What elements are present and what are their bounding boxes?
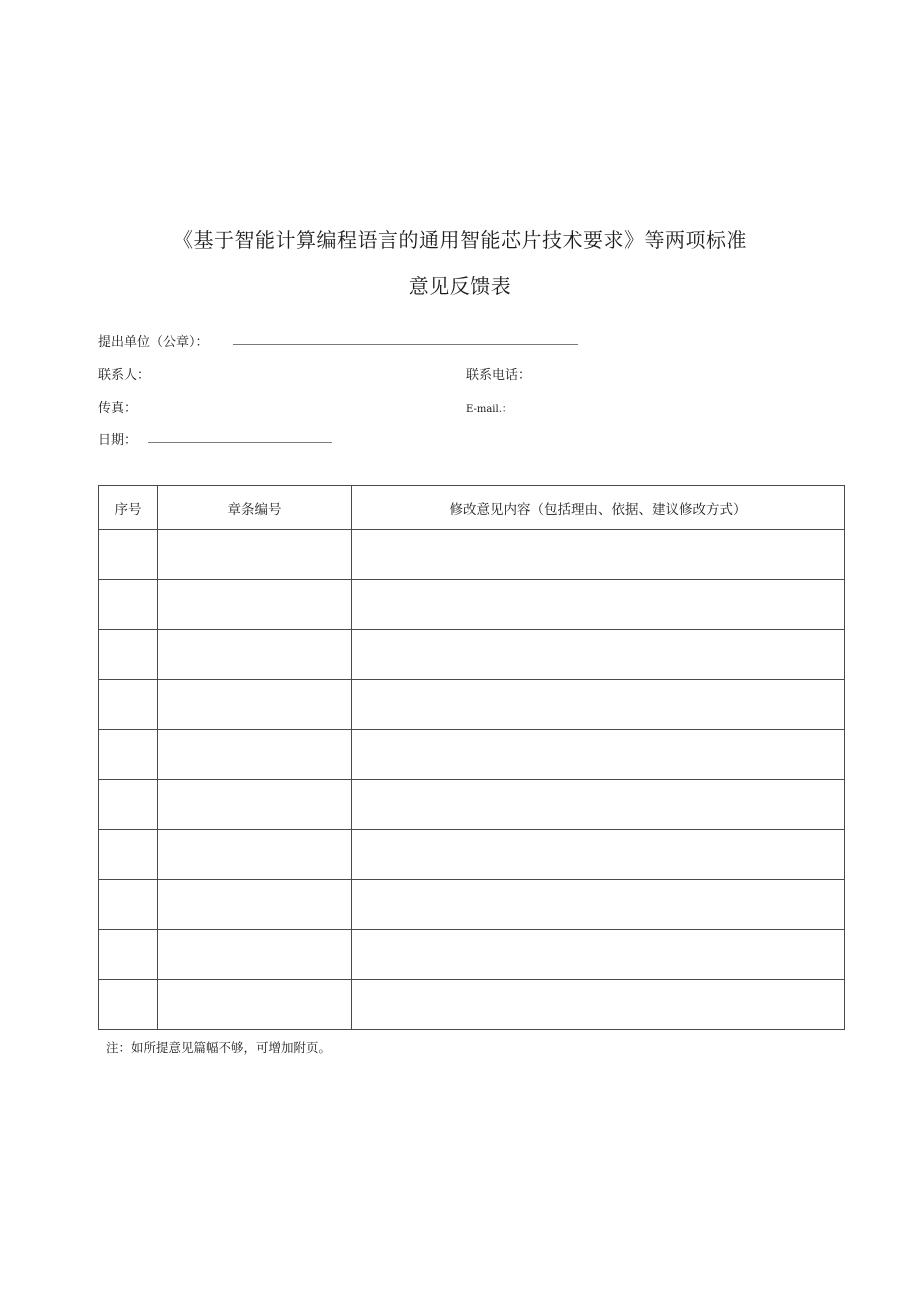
- feedback-table: [98, 485, 845, 1030]
- document-title: 《基于智能计算编程语言的通用智能芯片技术要求》等两项标准: [173, 228, 747, 252]
- cell-clause-number[interactable]: [158, 880, 352, 930]
- cell-index[interactable]: [99, 630, 158, 680]
- cell-clause-number[interactable]: [158, 530, 352, 580]
- table-row: [99, 780, 845, 830]
- cell-comment-content[interactable]: [352, 980, 845, 1030]
- document-subtitle: 意见反馈表: [408, 274, 512, 298]
- table-row: [99, 580, 845, 630]
- table-row: [99, 730, 845, 780]
- cell-comment-content[interactable]: [352, 580, 845, 630]
- cell-clause-number[interactable]: [158, 730, 352, 780]
- contact-label: 联系人：: [98, 368, 151, 383]
- table-row: [99, 880, 845, 930]
- cell-comment-content[interactable]: [352, 880, 845, 930]
- table-row: [99, 680, 845, 730]
- cell-index[interactable]: [99, 680, 158, 730]
- cell-clause-number[interactable]: [158, 930, 352, 980]
- table-row: [99, 630, 845, 680]
- header-clause-number: 章条编号: [158, 486, 352, 530]
- table-row: [99, 830, 845, 880]
- date-label: 日期：: [98, 433, 138, 448]
- cell-clause-number[interactable]: [158, 580, 352, 630]
- table-row: [99, 930, 845, 980]
- email-label: E-mail.：: [466, 404, 512, 415]
- cell-index[interactable]: [99, 930, 158, 980]
- cell-comment-content[interactable]: [352, 780, 845, 830]
- cell-index[interactable]: [99, 530, 158, 580]
- unit-label: 提出单位（公章）：: [98, 335, 209, 350]
- footnote: 注：如所提意见篇幅不够，可增加附页。: [106, 1040, 332, 1055]
- cell-clause-number[interactable]: [158, 780, 352, 830]
- cell-clause-number[interactable]: [158, 680, 352, 730]
- table-header-row: [99, 486, 845, 530]
- table-row: [99, 530, 845, 580]
- cell-index[interactable]: [99, 880, 158, 930]
- cell-clause-number[interactable]: [158, 980, 352, 1030]
- cell-index[interactable]: [99, 580, 158, 630]
- header-index: 序号: [99, 486, 158, 530]
- cell-comment-content[interactable]: [352, 730, 845, 780]
- cell-clause-number[interactable]: [158, 830, 352, 880]
- header-comment-content: 修改意见内容（包括理由、依据、建议修改方式）: [352, 486, 845, 530]
- cell-clause-number[interactable]: [158, 630, 352, 680]
- cell-index[interactable]: [99, 830, 158, 880]
- cell-index[interactable]: [99, 780, 158, 830]
- cell-index[interactable]: [99, 980, 158, 1030]
- fax-label: 传真：: [98, 401, 138, 416]
- cell-comment-content[interactable]: [352, 530, 845, 580]
- phone-label: 联系电话：: [466, 368, 532, 383]
- date-field[interactable]: [148, 442, 332, 443]
- cell-index[interactable]: [99, 730, 158, 780]
- unit-field[interactable]: [233, 344, 578, 345]
- cell-comment-content[interactable]: [352, 630, 845, 680]
- cell-comment-content[interactable]: [352, 680, 845, 730]
- cell-comment-content[interactable]: [352, 930, 845, 980]
- table-row: [99, 980, 845, 1030]
- cell-comment-content[interactable]: [352, 830, 845, 880]
